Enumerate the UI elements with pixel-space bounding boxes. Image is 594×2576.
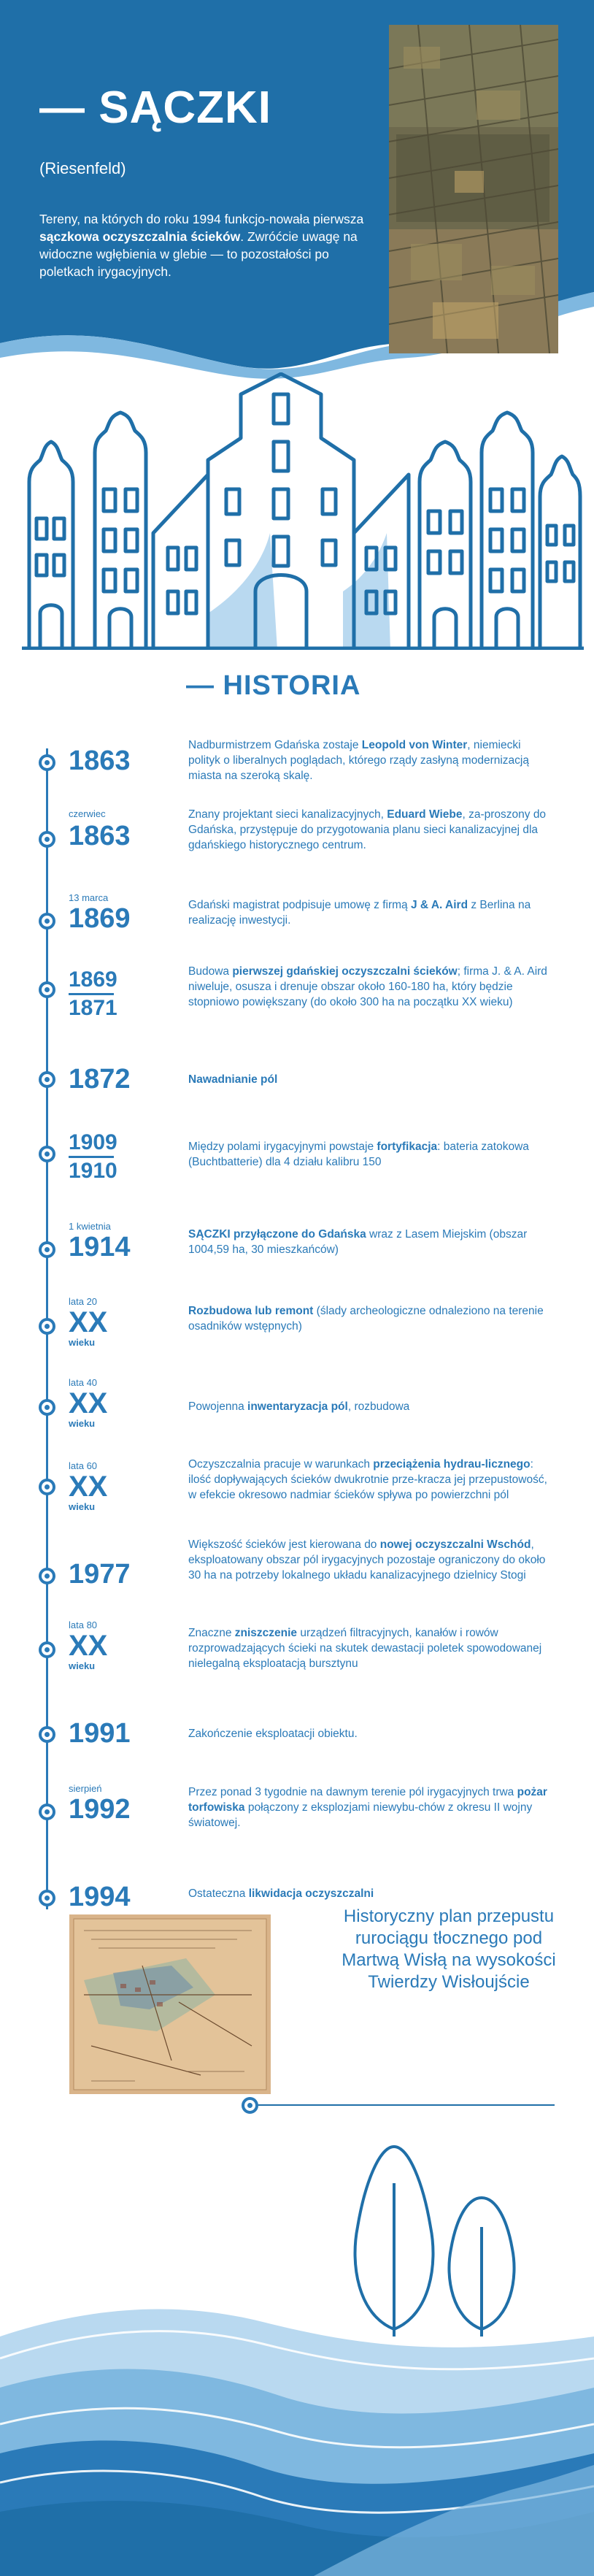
event-text-a: Budowa <box>188 965 233 978</box>
caption-connector-dot <box>242 2097 258 2114</box>
event-text-bold: inwentaryzacja pól <box>247 1400 348 1413</box>
event-text-c: wraz z Lasem Miejskim (obszar 1004,59 ha, 30 mieszkańców) <box>188 1228 528 1256</box>
caption-connector <box>248 2103 555 2107</box>
event-text-a: Przez ponad 3 tygodnie na dawnym terenie pól irygacyjnych trwa <box>188 1786 517 1798</box>
event-description <box>188 1625 553 1671</box>
intro-text-part2: . Zwróćcie uwagę na widoczne wgłębienia w glebie — to pozostałości po poletkach irygacyjnych. <box>39 229 358 279</box>
event-description <box>188 1537 553 1583</box>
map-caption: Historyczny plan przepustu rurociągu tłocznego pod Martwą Wisłą na wysokości Twierdzy Wisłoujście <box>342 1906 556 1992</box>
event-date-prefix: 13 marca <box>69 892 109 903</box>
event-text-c: urządzeń filtracyjnych, kanałów i rowów rozprowadzających ścieki na skutek dewastacji poletek spowodowanej nielegalną eksploatacją bursztynu <box>188 1627 542 1670</box>
event-century: XX <box>69 1471 108 1503</box>
event-description <box>188 897 553 928</box>
event-text-bold: przeciążenia hydrau-licznego <box>373 1458 531 1471</box>
event-text-a: Ostateczna <box>188 1887 249 1900</box>
event-description <box>188 1072 553 1087</box>
timeline-dot <box>39 1479 55 1495</box>
event-text-bold: Eduard Wiebe <box>387 808 463 821</box>
event-date-suffix: wieku <box>69 1501 96 1512</box>
event-text-c: : bateria zatokowa (Buchtbatterie) dla 4 działu kalibru 150 <box>188 1141 529 1168</box>
event-text-bold: J & A. Aird <box>410 899 468 911</box>
event-text-a: Między polami irygacyjnymi powstaje <box>188 1141 377 1153</box>
event-text-a: Znany projektant sieci kanalizacyjnych, <box>188 808 387 821</box>
event-text-c: , eksploatowany obszar pól irygacyjnych pozostaje ograniczony do około 30 ha na potrzeby lokalnego układu kanalizacyjnego dzielnicy Stogi <box>188 1538 546 1582</box>
event-text-bold: pierwszej gdańskiej oczyszczalni ścieków <box>232 965 458 978</box>
event-text-bold: zniszczenie <box>234 1627 298 1639</box>
event-text-a: Powojenna <box>188 1400 248 1413</box>
event-date-prefix: lata 60 <box>69 1460 98 1471</box>
event-year: 1991 <box>69 1718 131 1749</box>
event-year-end: 1871 <box>69 996 117 1020</box>
historia-heading: — HISTORIA <box>186 670 361 701</box>
event-date-prefix: czerwiec <box>69 808 106 819</box>
intro-text <box>39 210 382 280</box>
year-range-separator <box>69 993 114 995</box>
event-text-c: z Berlina na realizację inwestycji. <box>188 899 531 927</box>
event-description <box>188 1785 553 1831</box>
footer-waves <box>0 2249 594 2576</box>
event-text-bold: Rozbudowa lub remont <box>188 1305 314 1317</box>
event-year: 1863 <box>69 821 131 851</box>
event-text-a: Oczyszczalnia pracuje w warunkach <box>188 1458 374 1471</box>
event-description <box>188 1399 553 1414</box>
event-year: 1914 <box>69 1232 131 1262</box>
event-description <box>188 1726 553 1741</box>
event-text-a: Gdański magistrat podpisuje umowę z firmą <box>188 899 411 911</box>
event-text-c: , za-proszony do Gdańska, przystępuje do przygotowania planu sieci kanalizacyjnej dla gdańskiego historycznego centrum. <box>188 808 547 851</box>
timeline-dot <box>39 831 55 848</box>
event-year: 1863 <box>69 745 131 776</box>
event-date-prefix: lata 20 <box>69 1296 98 1307</box>
event-year: 1869 <box>69 903 131 934</box>
event-date-prefix: 1 kwietnia <box>69 1221 111 1232</box>
event-year: 1994 <box>69 1882 131 1912</box>
event-date-prefix: sierpień <box>69 1783 102 1794</box>
event-date-suffix: wieku <box>69 1337 96 1348</box>
event-century: XX <box>69 1387 108 1419</box>
event-text-bold: likwidacja oczyszczalni <box>248 1887 374 1900</box>
timeline-dot <box>39 754 55 771</box>
buildings-illustration <box>22 372 584 650</box>
timeline-dot <box>39 1641 55 1658</box>
event-century: XX <box>69 1630 108 1662</box>
event-description <box>188 964 553 1010</box>
intro-text-bold: sączkowa oczyszczalnia ścieków <box>39 229 241 244</box>
event-text-a: Znaczne <box>188 1627 235 1639</box>
event-text-a: Większość ścieków jest kierowana do <box>188 1538 380 1551</box>
event-text-bold: Nawadnianie pól <box>188 1073 278 1086</box>
timeline-dot <box>39 1726 55 1743</box>
event-description <box>188 1886 553 1901</box>
event-description <box>188 807 553 853</box>
timeline-dot <box>39 1071 55 1088</box>
event-date-suffix: wieku <box>69 1418 96 1429</box>
event-text-c: ; firma J. & A. Aird niweluje, osusza i drenuje obszar około 160-180 ha, który będzie stopniowo powiększany (do około 300 ha na początku XX wieku) <box>188 965 547 1008</box>
timeline-dot <box>39 1318 55 1335</box>
event-year: 1992 <box>69 1794 131 1825</box>
event-description <box>188 1303 553 1334</box>
event-description <box>188 1227 553 1257</box>
page-subtitle: (Riesenfeld) <box>39 159 126 177</box>
timeline-dot <box>39 981 55 998</box>
event-date-suffix: wieku <box>69 1660 96 1671</box>
event-text-c: (ślady archeologiczne odnaleziono na terenie osadników wstępnych) <box>188 1305 544 1333</box>
event-description <box>188 1457 553 1503</box>
timeline-dot <box>39 1803 55 1820</box>
event-text-a: Zakończenie eksploatacji obiektu. <box>188 1728 358 1740</box>
event-text-bold: SĄCZKI przyłączone do Gdańska <box>188 1228 366 1241</box>
event-description <box>188 737 553 783</box>
event-century: XX <box>69 1306 108 1338</box>
event-year: 1872 <box>69 1064 131 1095</box>
event-text-c: : ilość dopływających ścieków dwukrotnie prze-kracza jej przepustowość, w efekcie okresowo nadmiar ścieków spływa po powierzchni pól <box>188 1458 547 1501</box>
timeline-dot <box>39 1241 55 1258</box>
historical-plan-image <box>69 1914 271 2094</box>
timeline-dot <box>39 1399 55 1416</box>
year-range-separator <box>69 1156 114 1158</box>
page-title: — SĄCZKI <box>39 83 271 133</box>
event-description <box>188 1139 553 1170</box>
event-text-bold: Leopold von Winter <box>361 739 468 751</box>
event-year-start: 1869 <box>69 967 117 992</box>
event-text-bold: pożar torfowiska <box>188 1786 547 1814</box>
event-text-bold: nowej oczyszczalni Wschód <box>379 1538 531 1551</box>
timeline-dot <box>39 1146 55 1162</box>
event-text-c: , niemiecki polityk o liberalnych poglądach, którego rządy zasłyną modernizacją miasta na szeroką skalę. <box>188 739 529 782</box>
intro-text-part1: Tereny, na których do roku 1994 funkcjo-nowała pierwsza <box>39 212 364 226</box>
timeline-dot <box>39 1890 55 1906</box>
event-text-c: , rozbudowa <box>347 1400 410 1413</box>
event-text-c: połączony z eksplozjami niewybu-chów z okresu II wojny światowej. <box>188 1801 533 1829</box>
event-year-end: 1910 <box>69 1159 117 1183</box>
aerial-photo <box>389 25 558 353</box>
event-text-bold: fortyfikacja <box>377 1141 438 1153</box>
event-date-prefix: lata 80 <box>69 1619 98 1630</box>
event-year-start: 1909 <box>69 1130 117 1154</box>
event-date-prefix: lata 40 <box>69 1377 98 1388</box>
event-year: 1977 <box>69 1559 131 1590</box>
timeline-dot <box>39 913 55 929</box>
event-text-a: Nadburmistrzem Gdańska zostaje <box>188 739 362 751</box>
timeline-dot <box>39 1568 55 1584</box>
